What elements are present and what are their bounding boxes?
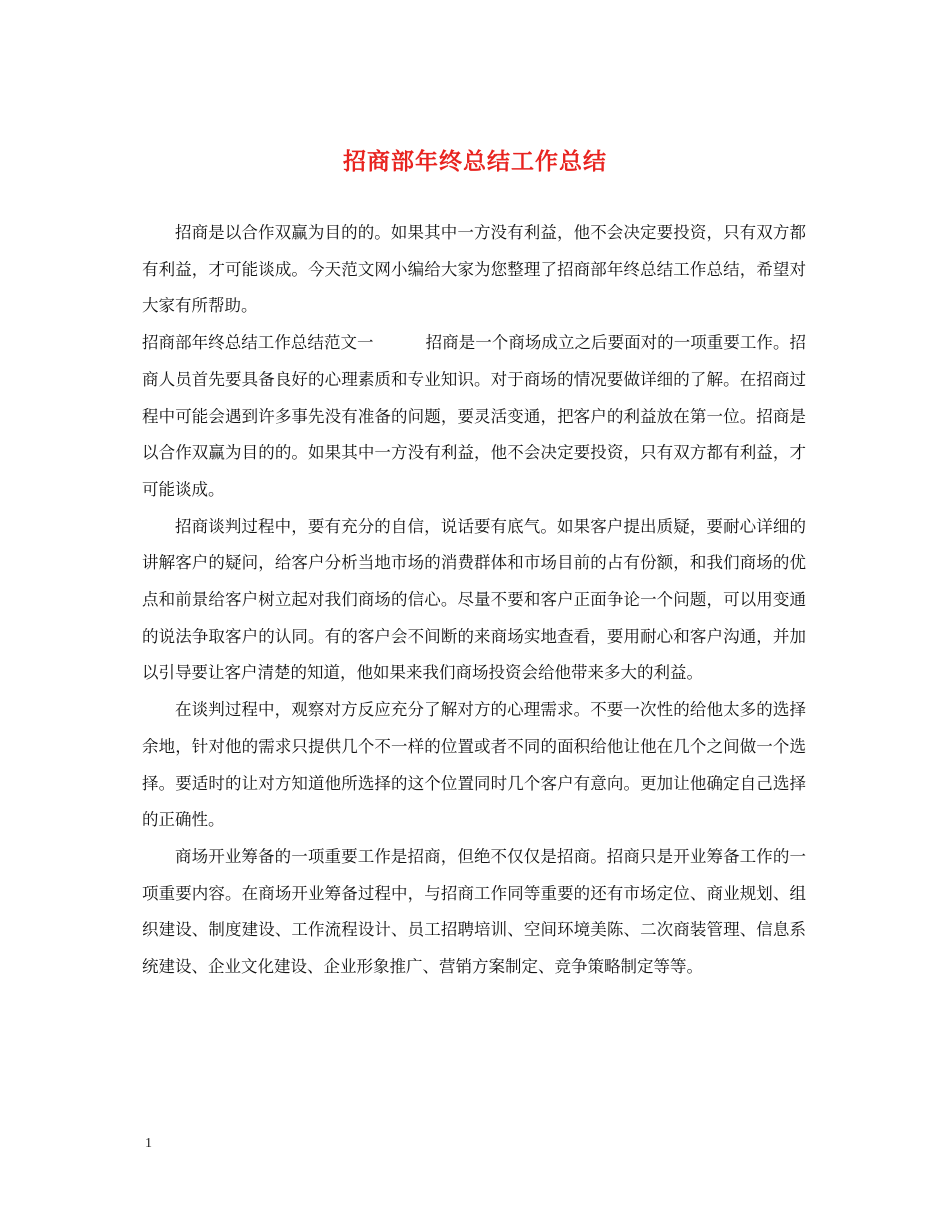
intro-paragraph: 招商是以合作双赢为目的的。如果其中一方没有利益，他不会决定要投资，只有双方都有利益，才可能谈成。今天范文网小编给大家为您整理了招商部年终总结工作总结，希望对大家有所帮助。 (142, 223, 806, 316)
body-paragraph: 在谈判过程中，观察对方反应充分了解对方的心理需求。不要一次性的给他太多的选择余地，针对他的需求只提供几个不一样的位置或者不同的面积给他让他在几个之间做一个选择。要适时的让对方知道他所选择的这个位置同时几个客户有意向。更加让他确定自己选择的正确性。 (142, 700, 806, 830)
document-body (142, 215, 806, 986)
body-paragraph: 招商谈判过程中，要有充分的自信，说话要有底气。如果客户提出质疑，要耐心详细的讲解客户的疑问，给客户分析当地市场的消费群体和市场目前的占有份额，和我们商场的优点和前景给客户树立起对我们商场的信心。尽量不要和客户正面争论一个问题，可以用变通的说法争取客户的认同。有的客户会不间断的来商场实地查看，要用耐心和客户沟通，并加以引导要让客户清楚的知道，他如果来我们商场投资会给他带来多大的利益。 (142, 516, 806, 683)
document-title: 招商部年终总结工作总结 (343, 148, 607, 175)
section-title: 招商部年终总结工作总结范文一 (142, 333, 374, 353)
page-number: 1 (145, 1136, 152, 1151)
section-paragraph (142, 325, 806, 509)
body-paragraph: 商场开业筹备的一项重要工作是招商，但绝不仅仅是招商。招商只是开业筹备工作的一项重要内容。在商场开业筹备过程中，与招商工作同等重要的还有市场定位、商业规划、组织建设、制度建设、工作流程设计、员工招聘培训、空间环境美陈、二次商装管理、信息系统建设、企业文化建设、企业形象推广、营销方案制定、竞争策略制定等等。 (142, 846, 806, 977)
section-first-paragraph: 招商是一个商场成立之后要面对的一项重要工作。招商人员首先要具备良好的心理素质和专业知识。对于商场的情况要做详细的了解。在招商过程中可能会遇到许多事先没有准备的问题，要灵活变通，把客户的利益放在第一位。招商是以合作双赢为目的的。如果其中一方没有利益，他不会决定要投资，只有双方都有利益，才可能谈成。 (142, 333, 807, 499)
